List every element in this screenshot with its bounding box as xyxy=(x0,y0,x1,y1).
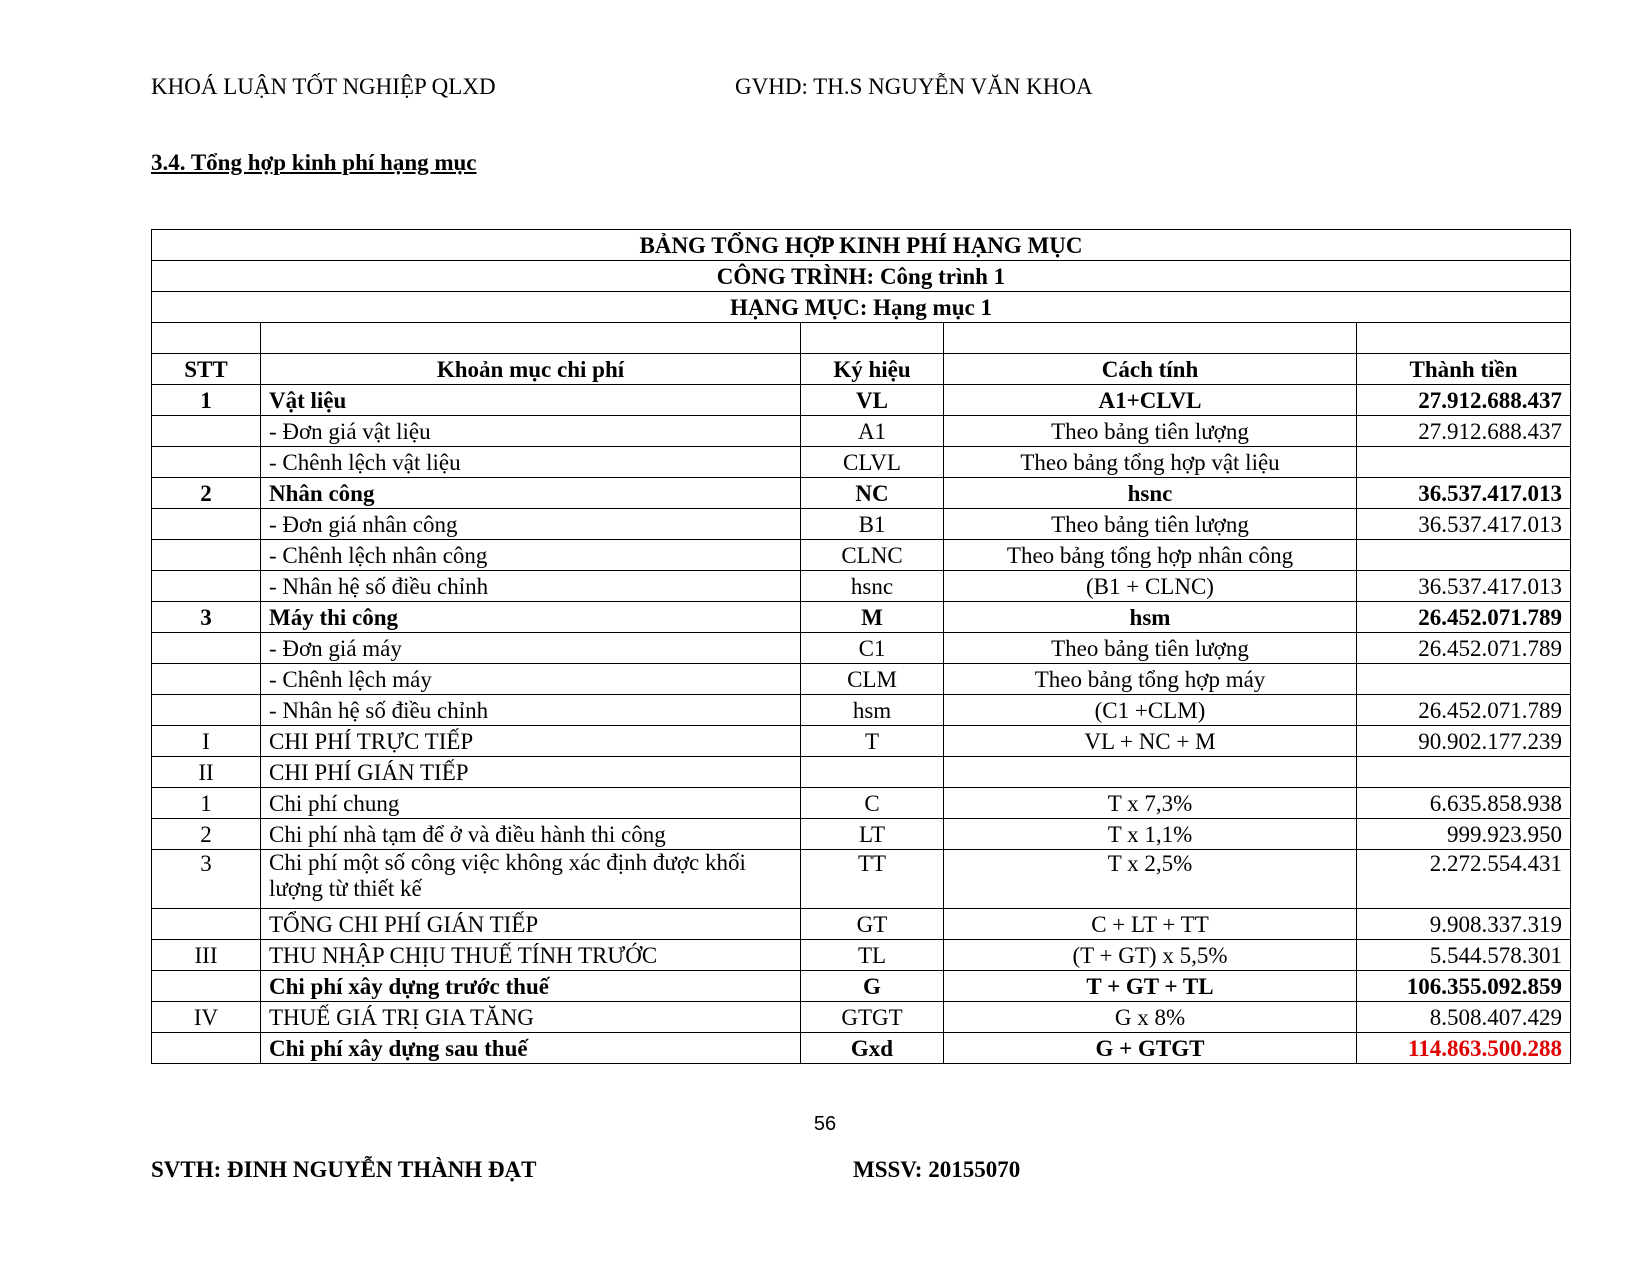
table-row xyxy=(152,447,1571,478)
table-row xyxy=(152,788,1571,819)
table-row xyxy=(152,602,1571,633)
cell-code: C xyxy=(801,788,944,819)
header-right: GVHD: TH.S NGUYỄN VĂN KHOA xyxy=(735,74,1093,99)
cell-formula: G x 8% xyxy=(944,1002,1357,1033)
cell-code: TL xyxy=(801,940,944,971)
col-header-code: Ký hiệu xyxy=(801,354,944,385)
table-row xyxy=(152,850,1571,909)
cell-amount: 90.902.177.239 xyxy=(1357,726,1571,757)
cell-formula: Theo bảng tổng hợp nhân công xyxy=(944,540,1357,571)
table-row xyxy=(152,478,1571,509)
cell-formula: Theo bảng tổng hợp vật liệu xyxy=(944,447,1357,478)
cell-name: TỔNG CHI PHÍ GIÁN TIẾP xyxy=(261,909,801,940)
table-title: BẢNG TỔNG HỢP KINH PHÍ HẠNG MỤC xyxy=(152,230,1571,261)
cell-formula: Theo bảng tiên lượng xyxy=(944,633,1357,664)
cell-amount: 106.355.092.859 xyxy=(1357,971,1571,1002)
cell-name: - Chênh lệch vật liệu xyxy=(261,447,801,478)
cell-name: Nhân công xyxy=(261,478,801,509)
cell-stt: IV xyxy=(152,1002,261,1033)
cell-amount xyxy=(1357,664,1571,695)
cell-stt xyxy=(152,695,261,726)
col-header-stt: STT xyxy=(152,354,261,385)
header-left: KHOÁ LUẬN TỐT NGHIỆP QLXD xyxy=(151,74,496,99)
table-row xyxy=(152,757,1571,788)
cell-amount: 26.452.071.789 xyxy=(1357,633,1571,664)
cell-stt: I xyxy=(152,726,261,757)
cell-name: - Chênh lệch máy xyxy=(261,664,801,695)
cell-code: GTGT xyxy=(801,1002,944,1033)
cell-formula: G + GTGT xyxy=(944,1033,1357,1064)
cell-code: A1 xyxy=(801,416,944,447)
cell-stt: 3 xyxy=(152,850,261,909)
cell-name: CHI PHÍ GIÁN TIẾP xyxy=(261,757,801,788)
cell-stt: 1 xyxy=(152,788,261,819)
cell-amount: 26.452.071.789 xyxy=(1357,602,1571,633)
cell-stt xyxy=(152,633,261,664)
cell-formula: T x 7,3% xyxy=(944,788,1357,819)
cell-stt: 1 xyxy=(152,385,261,416)
cell-stt xyxy=(152,1033,261,1064)
cell-amount: 999.923.950 xyxy=(1357,819,1571,850)
cell-name: THU NHẬP CHỊU THUẾ TÍNH TRƯỚC xyxy=(261,940,801,971)
cell-stt xyxy=(152,447,261,478)
cell-stt: 2 xyxy=(152,478,261,509)
table-row xyxy=(152,1033,1571,1064)
cell-amount: 6.635.858.938 xyxy=(1357,788,1571,819)
cell-formula: (T + GT) x 5,5% xyxy=(944,940,1357,971)
cell-stt: 3 xyxy=(152,602,261,633)
cell-code: CLVL xyxy=(801,447,944,478)
page-number: 56 xyxy=(813,1113,837,1135)
cell-code: VL xyxy=(801,385,944,416)
cell-amount: 8.508.407.429 xyxy=(1357,1002,1571,1033)
total-amount: 114.863.500.288 xyxy=(1357,1033,1571,1064)
cell-stt xyxy=(152,509,261,540)
table-row xyxy=(152,726,1571,757)
cell-stt xyxy=(152,416,261,447)
cell-formula: Theo bảng tổng hợp máy xyxy=(944,664,1357,695)
footer-right: MSSV: 20155070 xyxy=(853,1157,1021,1182)
cell-name: CHI PHÍ TRỰC TIẾP xyxy=(261,726,801,757)
cell-formula: Theo bảng tiên lượng xyxy=(944,416,1357,447)
cell-amount: 36.537.417.013 xyxy=(1357,509,1571,540)
cell-stt xyxy=(152,571,261,602)
cell-name: Chi phí một số công việc không xác định được khối lượng từ thiết kế xyxy=(261,850,801,909)
cell-code: LT xyxy=(801,819,944,850)
cell-name: Máy thi công xyxy=(261,602,801,633)
cell-code: T xyxy=(801,726,944,757)
cell-code: B1 xyxy=(801,509,944,540)
cell-formula: A1+CLVL xyxy=(944,385,1357,416)
cell-name: - Đơn giá vật liệu xyxy=(261,416,801,447)
cell-formula: T + GT + TL xyxy=(944,971,1357,1002)
cell-formula: hsm xyxy=(944,602,1357,633)
table-row xyxy=(152,385,1571,416)
col-header-name: Khoản mục chi phí xyxy=(261,354,801,385)
table-row xyxy=(152,940,1571,971)
cell-formula: C + LT + TT xyxy=(944,909,1357,940)
cost-summary-table xyxy=(151,229,1571,1064)
cell-name: Chi phí xây dựng sau thuế xyxy=(261,1033,801,1064)
cell-amount xyxy=(1357,540,1571,571)
cell-code: C1 xyxy=(801,633,944,664)
footer-left: SVTH: ĐINH NGUYỄN THÀNH ĐẠT xyxy=(151,1157,537,1182)
cell-amount xyxy=(1357,447,1571,478)
cell-amount: 5.544.578.301 xyxy=(1357,940,1571,971)
table-row xyxy=(152,540,1571,571)
cell-stt: III xyxy=(152,940,261,971)
cell-name: - Nhân hệ số điều chỉnh xyxy=(261,571,801,602)
cell-code: TT xyxy=(801,850,944,909)
cell-name: - Nhân hệ số điều chỉnh xyxy=(261,695,801,726)
cell-formula: hsnc xyxy=(944,478,1357,509)
cell-stt xyxy=(152,540,261,571)
cell-amount: 36.537.417.013 xyxy=(1357,478,1571,509)
cell-name: - Đơn giá máy xyxy=(261,633,801,664)
cell-code: CLNC xyxy=(801,540,944,571)
cell-amount: 36.537.417.013 xyxy=(1357,571,1571,602)
cell-stt: II xyxy=(152,757,261,788)
table-row xyxy=(152,971,1571,1002)
cell-stt: 2 xyxy=(152,819,261,850)
cell-name: Chi phí nhà tạm để ở và điều hành thi công xyxy=(261,819,801,850)
cell-name: Chi phí chung xyxy=(261,788,801,819)
table-row xyxy=(152,909,1571,940)
cell-formula: T x 1,1% xyxy=(944,819,1357,850)
cell-code xyxy=(801,757,944,788)
cell-amount: 27.912.688.437 xyxy=(1357,416,1571,447)
col-header-amount: Thành tiền xyxy=(1357,354,1571,385)
table-spacer-row xyxy=(152,323,1571,354)
cell-amount: 2.272.554.431 xyxy=(1357,850,1571,909)
cell-code: hsnc xyxy=(801,571,944,602)
table-category: HẠNG MỤC: Hạng mục 1 xyxy=(152,292,1571,323)
cell-name: Chi phí xây dựng trước thuế xyxy=(261,971,801,1002)
cell-code: M xyxy=(801,602,944,633)
cell-code: hsm xyxy=(801,695,944,726)
table-row xyxy=(152,695,1571,726)
section-title: 3.4. Tổng hợp kinh phí hạng mục xyxy=(151,150,477,175)
table-row xyxy=(152,664,1571,695)
cell-stt xyxy=(152,971,261,1002)
cell-formula: Theo bảng tiên lượng xyxy=(944,509,1357,540)
cell-code: GT xyxy=(801,909,944,940)
cell-name: THUẾ GIÁ TRỊ GIA TĂNG xyxy=(261,1002,801,1033)
cell-name: Vật liệu xyxy=(261,385,801,416)
cell-formula: (C1 +CLM) xyxy=(944,695,1357,726)
cell-formula: T x 2,5% xyxy=(944,850,1357,909)
cell-formula: (B1 + CLNC) xyxy=(944,571,1357,602)
table-row xyxy=(152,819,1571,850)
cell-code: CLM xyxy=(801,664,944,695)
cell-name: - Đơn giá nhân công xyxy=(261,509,801,540)
cell-amount: 9.908.337.319 xyxy=(1357,909,1571,940)
table-row xyxy=(152,1002,1571,1033)
table-row xyxy=(152,571,1571,602)
table-row xyxy=(152,633,1571,664)
cell-code: NC xyxy=(801,478,944,509)
table-project: CÔNG TRÌNH: Công trình 1 xyxy=(152,261,1571,292)
cell-code: G xyxy=(801,971,944,1002)
cell-amount: 26.452.071.789 xyxy=(1357,695,1571,726)
cell-amount: 27.912.688.437 xyxy=(1357,385,1571,416)
cell-stt xyxy=(152,909,261,940)
cell-amount xyxy=(1357,757,1571,788)
cell-name: - Chênh lệch nhân công xyxy=(261,540,801,571)
cell-formula xyxy=(944,757,1357,788)
col-header-formula: Cách tính xyxy=(944,354,1357,385)
cell-code: Gxd xyxy=(801,1033,944,1064)
cell-stt xyxy=(152,664,261,695)
table-row xyxy=(152,509,1571,540)
cell-formula: VL + NC + M xyxy=(944,726,1357,757)
table-row xyxy=(152,416,1571,447)
